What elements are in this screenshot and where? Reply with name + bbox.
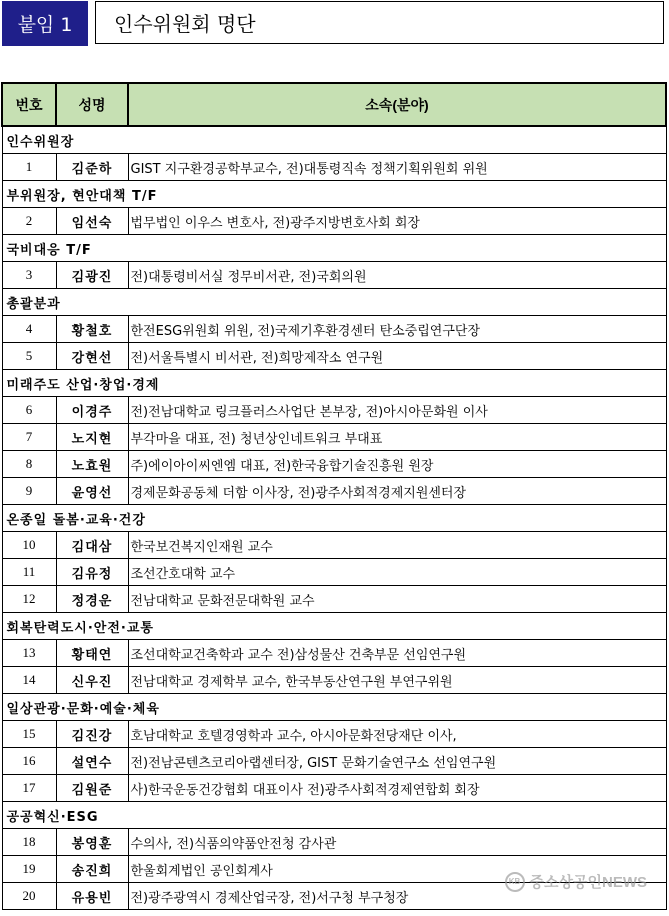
member-affiliation: 한전ESG위원회 위원, 전)국제기후환경센터 탄소중립연구단장 xyxy=(128,316,666,343)
table-row xyxy=(2,208,666,235)
table-row xyxy=(2,154,666,181)
attachment-tag: 붙임 1 xyxy=(2,1,88,46)
member-affiliation: GIST 지구환경공학부교수, 전)대통령직속 정책기획위원회 위원 xyxy=(128,154,666,181)
member-number: 8 xyxy=(2,451,56,478)
member-affiliation: 부각마을 대표, 전) 청년상인네트워크 부대표 xyxy=(128,424,666,451)
member-number: 3 xyxy=(2,262,56,289)
member-number: 13 xyxy=(2,640,56,667)
section-row xyxy=(2,505,666,532)
member-name: 김원준 xyxy=(56,775,128,802)
member-affiliation: 법무법인 이우스 변호사, 전)광주지방변호사회 회장 xyxy=(128,208,666,235)
section-title: 부위원장, 현안대책 T/F xyxy=(2,181,666,208)
member-name: 노효원 xyxy=(56,451,128,478)
member-affiliation: 전남대학교 문화전문대학원 교수 xyxy=(128,586,666,613)
member-number: 10 xyxy=(2,532,56,559)
section-row xyxy=(2,802,666,829)
table-row xyxy=(2,586,666,613)
watermark xyxy=(505,871,647,892)
member-number: 15 xyxy=(2,721,56,748)
member-number: 9 xyxy=(2,478,56,505)
section-row xyxy=(2,126,666,154)
member-affiliation: 전)대통령비서실 정무비서관, 전)국회의원 xyxy=(128,262,666,289)
member-affiliation: 사)한국운동건강협회 대표이사 전)광주사회적경제연합회 회장 xyxy=(128,775,666,802)
table-row xyxy=(2,532,666,559)
column-header-number: 번호 xyxy=(2,83,56,126)
table-row xyxy=(2,559,666,586)
member-affiliation: 호남대학교 호텔경영학과 교수, 아시아문화전당재단 이사, xyxy=(128,721,666,748)
table-row xyxy=(2,397,666,424)
table-row xyxy=(2,424,666,451)
member-number: 12 xyxy=(2,586,56,613)
member-affiliation: 한국보건복지인재원 교수 xyxy=(128,532,666,559)
section-title: 일상관광·문화·예술·체육 xyxy=(2,694,666,721)
member-name: 김광진 xyxy=(56,262,128,289)
table-row xyxy=(2,478,666,505)
member-number: 20 xyxy=(2,883,56,910)
member-affiliation: 전)전남콘텐츠코리아랩센터장, GIST 문화기술연구소 선임연구원 xyxy=(128,748,666,775)
table-row xyxy=(2,451,666,478)
member-name: 정경운 xyxy=(56,586,128,613)
member-name: 김진강 xyxy=(56,721,128,748)
member-name: 유용빈 xyxy=(56,883,128,910)
page-title: 인수위원회 명단 xyxy=(95,1,664,44)
member-number: 1 xyxy=(2,154,56,181)
section-title: 회복탄력도시·안전·교통 xyxy=(2,613,666,640)
member-number: 6 xyxy=(2,397,56,424)
member-name: 김유정 xyxy=(56,559,128,586)
table-row xyxy=(2,316,666,343)
column-header-name: 성명 xyxy=(56,83,128,126)
table-header xyxy=(2,83,666,126)
table-row xyxy=(2,829,666,856)
member-name: 송진희 xyxy=(56,856,128,883)
member-affiliation: 전남대학교 경제학부 교수, 한국부동산연구원 부연구위원 xyxy=(128,667,666,694)
member-number: 18 xyxy=(2,829,56,856)
section-title: 온종일 돌봄·교육·건강 xyxy=(2,505,666,532)
member-affiliation: 경제문화공동체 더함 이사장, 전)광주사회적경제지원센터장 xyxy=(128,478,666,505)
member-name: 신우진 xyxy=(56,667,128,694)
section-title: 공공혁신·ESG xyxy=(2,802,666,829)
member-affiliation: 전)광주광역시 경제산업국장, 전)서구청 부구청장 xyxy=(128,883,666,910)
section-title: 총괄분과 xyxy=(2,289,666,316)
member-name: 노지현 xyxy=(56,424,128,451)
table-body xyxy=(2,126,666,910)
section-row xyxy=(2,289,666,316)
member-affiliation: 조선간호대학 교수 xyxy=(128,559,666,586)
member-number: 16 xyxy=(2,748,56,775)
member-number: 4 xyxy=(2,316,56,343)
table-row xyxy=(2,721,666,748)
table-row xyxy=(2,775,666,802)
member-number: 7 xyxy=(2,424,56,451)
section-row xyxy=(2,694,666,721)
member-name: 임선숙 xyxy=(56,208,128,235)
member-affiliation: 한울회계법인 공인회계사 xyxy=(128,856,666,883)
news-logo-icon: KB xyxy=(505,872,525,892)
section-row xyxy=(2,181,666,208)
section-title: 인수위원장 xyxy=(2,126,666,154)
member-name: 김준하 xyxy=(56,154,128,181)
table-row xyxy=(2,667,666,694)
member-name: 김대삼 xyxy=(56,532,128,559)
member-name: 이경주 xyxy=(56,397,128,424)
member-name: 황철호 xyxy=(56,316,128,343)
member-affiliation: 전)서울특별시 비서관, 전)희망제작소 연구원 xyxy=(128,343,666,370)
section-row xyxy=(2,235,666,262)
member-name: 황태연 xyxy=(56,640,128,667)
table-row xyxy=(2,343,666,370)
member-number: 5 xyxy=(2,343,56,370)
section-row xyxy=(2,613,666,640)
member-name: 강현선 xyxy=(56,343,128,370)
column-header-affiliation: 소속(분야) xyxy=(128,83,666,126)
member-number: 19 xyxy=(2,856,56,883)
member-name: 설연수 xyxy=(56,748,128,775)
member-number: 17 xyxy=(2,775,56,802)
member-name: 윤영선 xyxy=(56,478,128,505)
watermark-text: 중소상공인NEWS xyxy=(529,874,647,891)
section-title: 미래주도 산업·창업·경제 xyxy=(2,370,666,397)
member-affiliation: 주)에이아이씨엔엠 대표, 전)한국융합기술진흥원 원장 xyxy=(128,451,666,478)
member-name: 봉영훈 xyxy=(56,829,128,856)
member-number: 2 xyxy=(2,208,56,235)
member-number: 14 xyxy=(2,667,56,694)
section-title: 국비대응 T/F xyxy=(2,235,666,262)
member-affiliation: 수의사, 전)식품의약품안전청 감사관 xyxy=(128,829,666,856)
table-row xyxy=(2,640,666,667)
section-row xyxy=(2,370,666,397)
member-number: 11 xyxy=(2,559,56,586)
member-affiliation: 조선대학교건축학과 교수 전)삼성물산 건축부문 선임연구원 xyxy=(128,640,666,667)
table-row xyxy=(2,748,666,775)
table-row xyxy=(2,262,666,289)
member-affiliation: 전)전남대학교 링크플러스사업단 본부장, 전)아시아문화원 이사 xyxy=(128,397,666,424)
committee-table xyxy=(1,82,667,910)
